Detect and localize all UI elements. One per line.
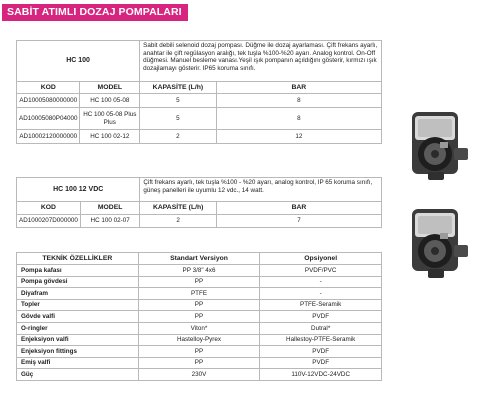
table-row bbox=[17, 299, 382, 311]
cell-kapasite: 5 bbox=[140, 108, 217, 130]
spec-name: Emiş valfi bbox=[17, 357, 139, 369]
spec-optional: - bbox=[260, 276, 382, 288]
col-header-kod: KOD bbox=[17, 82, 80, 94]
hc100-table bbox=[16, 40, 382, 144]
spec-optional: Dutral* bbox=[260, 322, 382, 334]
cell-kod: AD1000207D000000 bbox=[17, 215, 81, 228]
table-row bbox=[17, 322, 382, 334]
spec-standard: PP bbox=[138, 276, 260, 288]
spec-optional: PVDF bbox=[260, 357, 382, 369]
spec-name: Topler bbox=[17, 299, 139, 311]
col-header-standard: Standart Versiyon bbox=[138, 253, 260, 265]
spec-standard: PP bbox=[138, 299, 260, 311]
page-title: SABİT ATIMLI DOZAJ POMPALARI bbox=[2, 4, 188, 21]
table-row bbox=[17, 334, 382, 346]
cell-kapasite: 2 bbox=[140, 130, 217, 144]
col-header-bar: BAR bbox=[216, 82, 381, 94]
pump-image bbox=[404, 205, 476, 281]
spec-standard: PP bbox=[138, 357, 260, 369]
spec-standard: 230V bbox=[138, 369, 260, 381]
marker-icon bbox=[440, 142, 448, 148]
col-header-bar: BAR bbox=[216, 202, 381, 215]
cell-bar: 12 bbox=[216, 130, 381, 144]
spec-standard: Hastelloy-Pyrex bbox=[138, 334, 260, 346]
cell-bar: 7 bbox=[216, 215, 381, 228]
spec-name: Enjeksiyon valfi bbox=[17, 334, 139, 346]
spec-optional: PVDF bbox=[260, 311, 382, 323]
table-row bbox=[17, 288, 382, 300]
cell-model: HC 100 05-08 Plus Plus bbox=[80, 108, 140, 130]
col-header-kod: KOD bbox=[17, 202, 81, 215]
col-header-optional: Opsiyonel bbox=[260, 253, 382, 265]
spec-name: O-ringler bbox=[17, 322, 139, 334]
spec-optional: PTFE-Seramik bbox=[260, 299, 382, 311]
table-row bbox=[17, 276, 382, 288]
spec-name: Gövde valfi bbox=[17, 311, 139, 323]
spec-optional: - bbox=[260, 288, 382, 300]
spec-standard: PP 3/8" 4x6 bbox=[138, 265, 260, 277]
spec-optional: PVDF/PVC bbox=[260, 265, 382, 277]
spec-optional: Hallestoy-PTFE-Seramik bbox=[260, 334, 382, 346]
cell-kod: AD10002120000000 bbox=[17, 130, 80, 144]
spec-name: Güç bbox=[17, 369, 139, 381]
table-row bbox=[17, 369, 382, 381]
spec-name: Enjeksiyon fittings bbox=[17, 346, 139, 358]
spec-standard: Viton* bbox=[138, 322, 260, 334]
table-row bbox=[17, 108, 382, 130]
spec-standard: PP bbox=[138, 346, 260, 358]
cell-bar: 8 bbox=[216, 94, 381, 108]
cell-model: HC 100 02-07 bbox=[80, 215, 140, 228]
spec-name: Pompa gövdesi bbox=[17, 276, 139, 288]
spec-name: Diyafram bbox=[17, 288, 139, 300]
cell-kapasite: 5 bbox=[140, 94, 217, 108]
cell-kapasite: 2 bbox=[140, 215, 217, 228]
hc100-12vdc-table bbox=[16, 177, 382, 228]
technical-specs-table bbox=[16, 252, 382, 381]
table-row bbox=[17, 215, 382, 228]
col-header-model: MODEL bbox=[80, 82, 140, 94]
cell-kod: AD10005080P04000 bbox=[17, 108, 80, 130]
marker-icon bbox=[440, 233, 448, 239]
table-row bbox=[17, 265, 382, 277]
col-header-kapasite: KAPASİTE (L/h) bbox=[140, 82, 217, 94]
col-header-kapasite: KAPASİTE (L/h) bbox=[140, 202, 217, 215]
product-description: Sabit debili selenoid dozaj pompası. Düğme ile dozaj ayarlaması. Çift frekans ayarlı, anahtar ile çift regülasyon aralığı, tek tuşla %100-%20 ayarı. Analog kontrol. On-Off düğmesi. Manuel besleme vanası.Yeşil ışık pompanın açıldığını gösterir, kırmızı ışık dozajlamayı gösterir. IP65 koruma sınıfı. bbox=[140, 41, 382, 82]
table-row bbox=[17, 311, 382, 323]
product-description: Çift frekans ayarlı, tek tuşla %100 - %20 ayarı, analog kontrol, IP 65 koruma sınıfı, güneş panelleri ile uyumlu 12 vdc., 14 watt. bbox=[140, 178, 382, 202]
spec-name: Pompa kafası bbox=[17, 265, 139, 277]
col-header-feature: TEKNİK ÖZELLİKLER bbox=[17, 253, 139, 265]
cell-model: HC 100 05-08 bbox=[80, 94, 140, 108]
table-row bbox=[17, 94, 382, 108]
cell-kod: AD10005080000000 bbox=[17, 94, 80, 108]
spec-standard: PTFE bbox=[138, 288, 260, 300]
cell-bar: 8 bbox=[216, 108, 381, 130]
cell-model: HC 100 02-12 bbox=[80, 130, 140, 144]
table-row bbox=[17, 130, 382, 144]
product-name: HC 100 bbox=[17, 41, 140, 82]
spec-optional: PVDF bbox=[260, 346, 382, 358]
spec-optional: 110V-12VDC-24VDC bbox=[260, 369, 382, 381]
table-row bbox=[17, 357, 382, 369]
col-header-model: MODEL bbox=[80, 202, 140, 215]
spec-standard: PP bbox=[138, 311, 260, 323]
product-name: HC 100 12 VDC bbox=[17, 178, 140, 202]
table-row bbox=[17, 346, 382, 358]
